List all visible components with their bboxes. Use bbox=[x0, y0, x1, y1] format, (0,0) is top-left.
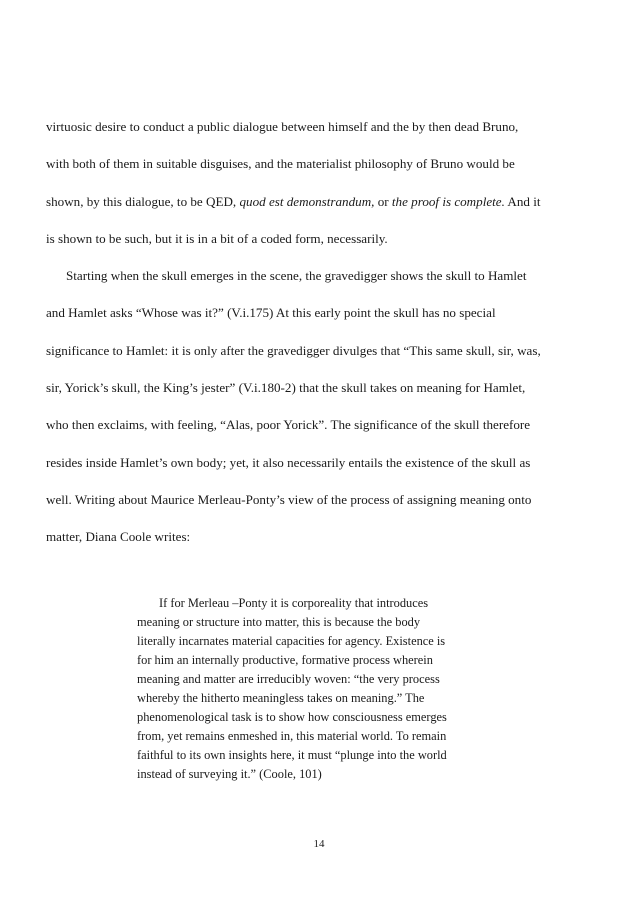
paragraph-line: is shown to be such, but it is in a bit of a coded form, necessarily. bbox=[46, 230, 388, 246]
paragraph-line: virtuosic desire to conduct a public dialogue between himself and the by then dead Bruno, bbox=[46, 119, 519, 134]
quote-line: instead of surveying it.” (Coole, 101) bbox=[137, 767, 322, 781]
quote-line: faithful to its own insights here, it must “plunge into the world bbox=[137, 748, 447, 762]
paragraph-line: well. Writing about Maurice Merleau-Ponty’s view of the process of assigning meaning onto bbox=[46, 491, 532, 507]
quote-line: meaning or structure into matter, this is because the body bbox=[137, 615, 421, 629]
quote-line: literally incarnates material capacities for agency. Existence is bbox=[137, 634, 446, 648]
paragraph-line: Starting when the skull emerges in the scene, the gravedigger shows the skull to Hamlet bbox=[66, 268, 527, 284]
quote-line: for him an internally productive, formative process wherein bbox=[137, 653, 433, 667]
text-run: or bbox=[374, 193, 392, 209]
paragraph-line: who then exclaims, with feeling, “Alas, poor Yorick”. The significance of the skull therefore bbox=[46, 417, 531, 433]
paragraph-line bbox=[46, 193, 606, 211]
quote-line: from, yet remains enmeshed in, this material world. To remain bbox=[137, 729, 447, 743]
body-text bbox=[46, 118, 606, 566]
italic-phrase: quod est demonstrandum, bbox=[239, 193, 375, 209]
quote-line: whereby the hitherto meaningless takes on meaning.” The bbox=[137, 691, 425, 705]
quote-line: phenomenological task is to show how consciousness emerges bbox=[137, 710, 447, 724]
paragraph-line: resides inside Hamlet’s own body; yet, it also necessarily entails the existence of the skull as bbox=[46, 454, 531, 470]
paragraph-line: with both of them in suitable disguises, and the materialist philosophy of Bruno would be bbox=[46, 156, 515, 172]
block-quote bbox=[137, 594, 517, 784]
paragraph-line: matter, Diana Coole writes: bbox=[46, 529, 191, 545]
quote-line: meaning and matter are irreducibly woven: “the very process bbox=[137, 672, 440, 686]
italic-phrase: the proof is complete. bbox=[391, 193, 505, 209]
paragraph-line: significance to Hamlet: it is only after the gravedigger divulges that “This same skull, sir, was, bbox=[46, 342, 541, 358]
text-run: shown, by this dialogue, to be QED, bbox=[46, 193, 240, 209]
page-number: 14 bbox=[313, 838, 325, 850]
paragraph-line: sir, Yorick’s skull, the King’s jester” (V.i.180-2) that the skull takes on meaning for Hamlet, bbox=[46, 380, 526, 396]
quote-line: If for Merleau –Ponty it is corporeality that introduces bbox=[159, 596, 429, 610]
paragraph-line: and Hamlet asks “Whose was it?” (V.i.175) At this early point the skull has no special bbox=[46, 305, 496, 321]
text-run: And it bbox=[504, 193, 541, 209]
